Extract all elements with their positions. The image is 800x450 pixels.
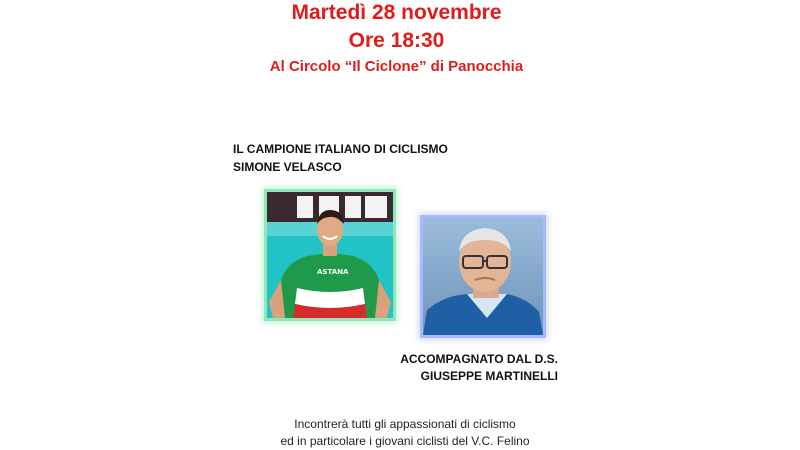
velasco-photo [264, 189, 396, 321]
companion-line1: ACCOMPAGNATO DAL D.S. [400, 352, 558, 366]
svg-text:ASTANA: ASTANA [317, 268, 349, 276]
event-place: Al Circolo “Il Ciclone” di Panocchia [269, 58, 524, 75]
champion-name: SIMONE VELASCO [233, 160, 342, 174]
event-date: Martedì 28 novembre [291, 1, 502, 24]
champion-title: IL CAMPIONE ITALIANO DI CICLISMO [233, 142, 448, 156]
footer-line1: Incontrerà tutti gli appassionati di ciclismo [294, 417, 516, 431]
martinelli-photo [420, 215, 546, 338]
event-time: Ore 18:30 [348, 29, 445, 52]
velasco-photo-illustration [267, 192, 393, 318]
companion-line2: GIUSEPPE MARTINELLI [420, 369, 558, 383]
martinelli-photo-illustration [423, 218, 543, 335]
footer-line2: ed in particolare i giovani ciclisti del V.C. Felino [280, 434, 530, 448]
